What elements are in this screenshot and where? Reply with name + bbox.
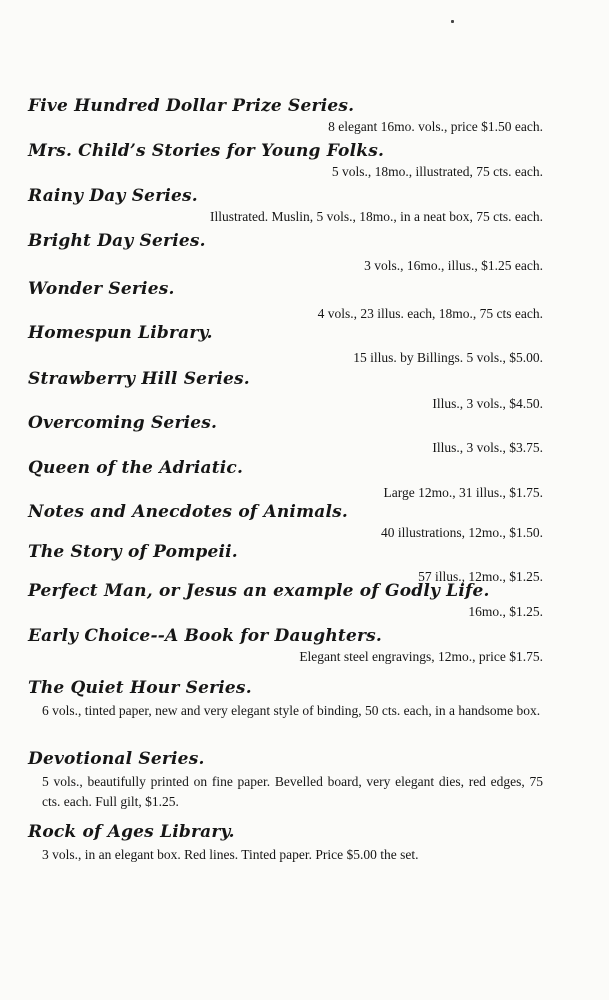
series-description: 57 illus., 12mo., $1.25. — [418, 569, 543, 584]
series-description: 5 vols., 18mo., illustrated, 75 cts. each. — [331, 164, 543, 179]
list-item — [28, 501, 543, 543]
print-speck — [451, 20, 454, 23]
series-description: 8 elegant 16mo. vols., price $1.50 each. — [328, 119, 543, 134]
list-item — [28, 185, 543, 227]
series-description: Illustrated. Muslin, 5 vols., 18mo., in a neat box, 75 cts. each. — [210, 209, 543, 224]
list-item — [28, 140, 543, 182]
list-item — [28, 368, 543, 414]
list-item — [28, 580, 543, 622]
list-item — [28, 625, 543, 667]
series-title: Perfect Man, or Jesus an example of Godly Life. — [28, 581, 490, 601]
list-item — [28, 457, 543, 503]
series-title: Homespun Library. — [28, 323, 213, 343]
series-title: Rainy Day Series. — [28, 186, 198, 206]
series-description: Illus., 3 vols., $4.50. — [432, 396, 543, 411]
series-description: Illus., 3 vols., $3.75. — [432, 440, 543, 455]
series-description: 16mo., $1.25. — [468, 604, 543, 619]
series-title: Wonder Series. — [28, 279, 175, 299]
series-description: 15 illus. by Billings. 5 vols., $5.00. — [353, 350, 543, 365]
series-description: 6 vols., tinted paper, new and very elegant style of binding, 50 cts. each, in a handsome box. — [42, 703, 541, 718]
list-item — [28, 821, 543, 865]
series-description: 4 vols., 23 illus. each, 18mo., 75 cts each. — [317, 306, 543, 321]
series-title: The Quiet Hour Series. — [28, 678, 252, 698]
list-item — [28, 230, 543, 276]
list-item — [28, 748, 543, 812]
series-description: Elegant steel engravings, 12mo., price $1.75. — [299, 649, 543, 664]
series-title: Early Choice--A Book for Daughters. — [28, 626, 383, 646]
series-title: Mrs. Child’s Stories for Young Folks. — [28, 141, 385, 161]
series-description: 40 illustrations, 12mo., $1.50. — [381, 525, 543, 540]
series-title: Overcoming Series. — [28, 413, 218, 433]
series-title: The Story of Pompeii. — [28, 542, 238, 562]
series-description: Large 12mo., 31 illus., $1.75. — [383, 485, 543, 500]
series-title: Notes and Anecdotes of Animals. — [28, 502, 349, 522]
series-description: 3 vols., in an elegant box. Red lines. Tinted paper. Price $5.00 the set. — [42, 847, 419, 862]
list-item — [28, 278, 543, 324]
list-item — [28, 412, 543, 458]
series-title: Queen of the Adriatic. — [28, 458, 244, 478]
series-description: 5 vols., beautifully printed on fine paper. Bevelled board, very elegant dies, red edges, 75 cts. each. Full gilt, $1.25. — [42, 774, 543, 809]
series-title: Devotional Series. — [28, 749, 205, 769]
series-title: Five Hundred Dollar Prize Series. — [28, 96, 355, 116]
list-item — [28, 95, 543, 137]
series-title: Rock of Ages Library. — [28, 822, 235, 842]
series-title: Strawberry Hill Series. — [28, 369, 250, 389]
list-item — [28, 322, 543, 368]
series-description: 3 vols., 16mo., illus., $1.25 each. — [364, 258, 543, 273]
list-item — [28, 677, 543, 721]
series-title: Bright Day Series. — [28, 231, 206, 251]
